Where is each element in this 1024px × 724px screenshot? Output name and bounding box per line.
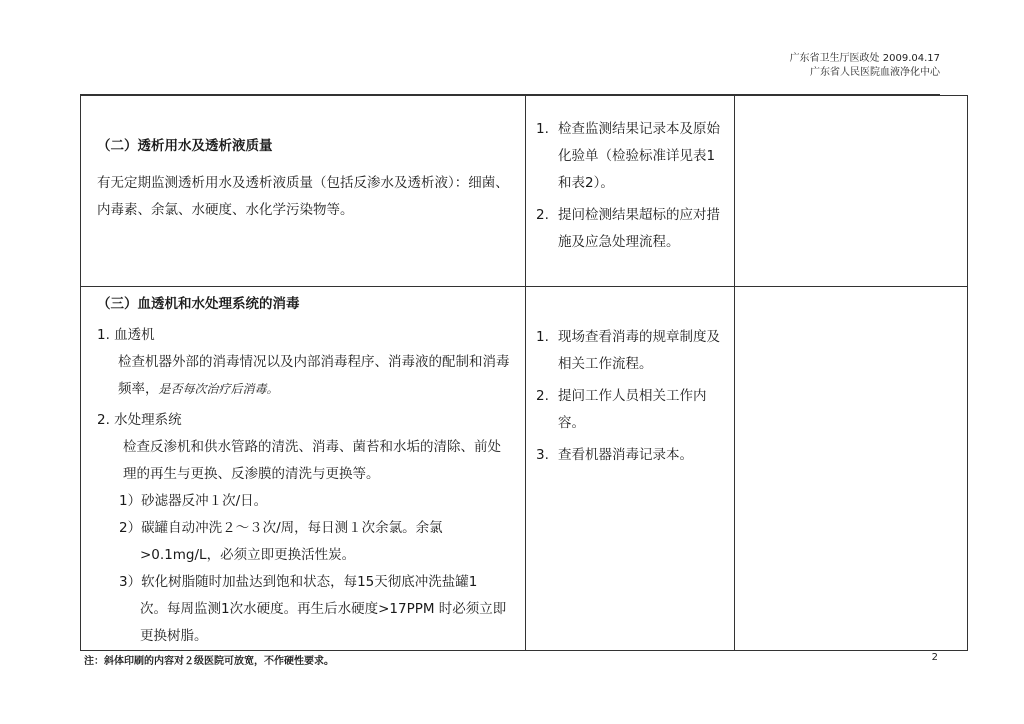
sub-item xyxy=(97,488,513,515)
header-line-2: 广东省人民医院血液净化中心 xyxy=(810,67,940,78)
list-text: 检查监测结果记录本及原始化验单（检验标准详见表1和表2）。 xyxy=(558,121,720,191)
list-number: 3. xyxy=(536,447,549,463)
list-text: 提问检测结果超标的应对措施及应急处理流程。 xyxy=(558,207,720,250)
section-text: 有无定期监测透析用水及透析液质量（包括反渗水及透析液）：细菌、内毒素、余氯、水硬度、水化学污染物等。 xyxy=(97,175,509,218)
page-number: 2 xyxy=(931,652,938,663)
sub-item-text: 软化树脂随时加盐达到饱和状态，每15天彻底冲洗盐罐1 xyxy=(141,574,478,590)
list-item xyxy=(536,202,722,256)
list-number: 1. xyxy=(536,329,549,345)
list-item xyxy=(536,324,722,378)
page-header xyxy=(790,52,940,80)
table-row xyxy=(81,96,968,287)
item-text xyxy=(97,434,513,488)
list-text: 查看机器消毒记录本。 xyxy=(558,447,693,463)
section-title: （三）血透机和水处理系统的消毒 xyxy=(97,296,300,312)
notes-cell xyxy=(735,287,968,651)
item-heading: 1. 血透机 xyxy=(97,327,155,343)
sub-item-text: 砂滤器反冲１次/日。 xyxy=(141,493,268,509)
list-text: 提问工作人员相关工作内容。 xyxy=(558,388,707,431)
sub-item-continuation: 次。每周监测1次水硬度。再生后水硬度>17PPM 时必须立即更换树脂。 xyxy=(140,601,507,644)
section-title: （二）透析用水及透析液质量 xyxy=(97,138,273,154)
list-number: 1. xyxy=(536,121,549,137)
content-cell xyxy=(81,96,526,287)
list-number: 2. xyxy=(536,207,549,223)
list-item xyxy=(536,116,722,197)
table-row xyxy=(81,287,968,651)
method-cell xyxy=(526,287,735,651)
method-cell xyxy=(526,96,735,287)
item-heading: 2. 水处理系统 xyxy=(97,412,182,428)
content-cell xyxy=(81,287,526,651)
sub-item-number: 2） xyxy=(119,520,142,536)
sub-item-text: 碳罐自动冲洗２～３次/周，每日测１次余氯。余氯 xyxy=(141,520,443,536)
inspection-table xyxy=(80,95,968,651)
list-item xyxy=(536,442,722,469)
sub-item xyxy=(97,515,513,542)
sub-item xyxy=(97,569,513,596)
item-text-italic: 是否每次治疗后消毒。 xyxy=(158,382,279,396)
list-text: 现场查看消毒的规章制度及相关工作流程。 xyxy=(558,329,720,372)
sub-item-continuation: >0.1mg/L，必须立即更换活性炭。 xyxy=(140,547,356,563)
footer-note: 注：斜体印刷的内容对２级医院可放宽，不作硬性要求。 xyxy=(84,656,334,667)
list-item xyxy=(536,383,722,437)
item-text-main: 检查机器外部的消毒情况以及内部消毒程序、消毒液的配制和消毒频率， xyxy=(118,354,510,397)
notes-cell xyxy=(735,96,968,287)
sub-item-number: 3） xyxy=(119,574,142,590)
item-text-main: 检查反渗机和供水管路的清洗、消毒、菌苔和水垢的清除、前处理的再生与更换、反渗膜的清洗与更换等。 xyxy=(123,439,501,482)
header-line-1: 广东省卫生厅医政处 2009.04.17 xyxy=(789,53,940,64)
item-text xyxy=(97,349,513,403)
list-number: 2. xyxy=(536,388,549,404)
sub-item-number: 1） xyxy=(119,493,142,509)
